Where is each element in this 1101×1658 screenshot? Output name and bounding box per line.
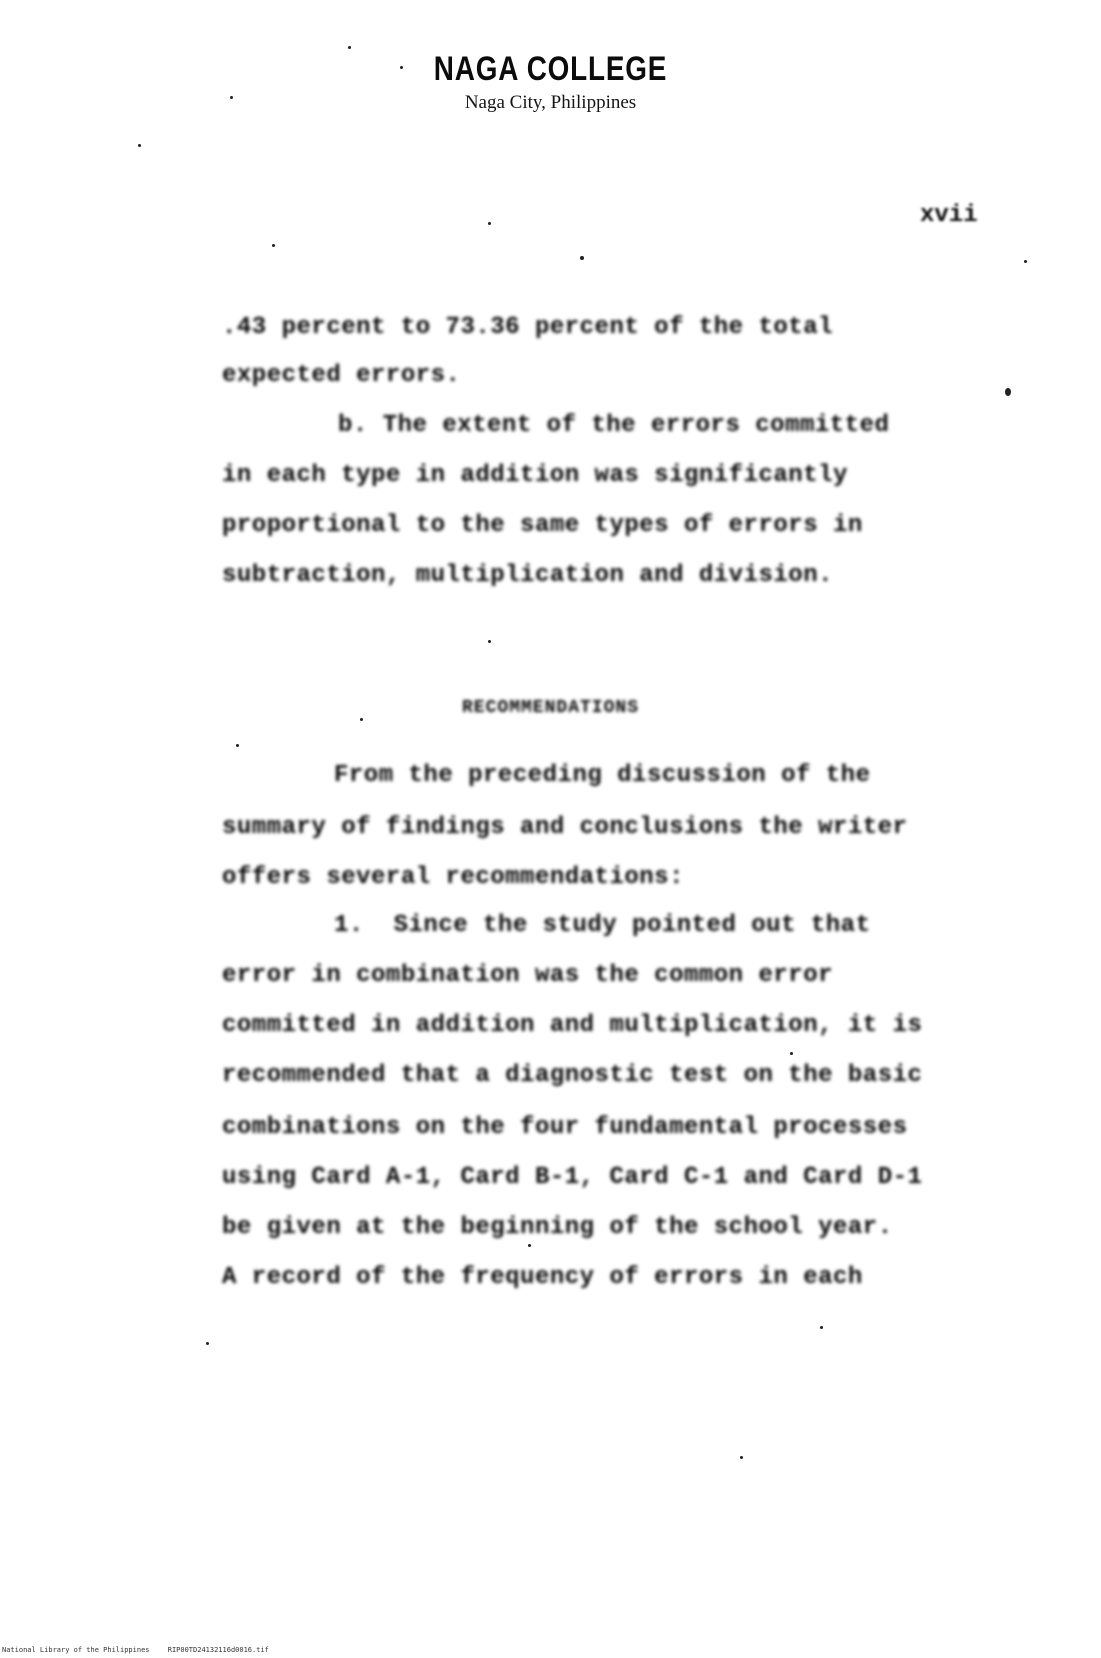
scan-speck <box>1005 388 1011 396</box>
scan-speck <box>790 1052 793 1055</box>
scan-speck <box>236 744 239 747</box>
text-line: in each type in addition was significantly <box>222 462 848 489</box>
scan-speck <box>488 640 491 643</box>
scan-footer <box>2 1646 283 1654</box>
text-line: b. The extent of the errors committed <box>338 412 890 439</box>
section-heading: RECOMMENDATIONS <box>461 698 640 718</box>
text-line: subtraction, multiplication and division. <box>222 562 833 589</box>
scan-speck <box>580 256 584 260</box>
scan-speck <box>138 144 141 147</box>
scan-speck <box>206 1342 209 1345</box>
text-line: expected errors. <box>222 362 461 389</box>
text-line: A record of the frequency of errors in each <box>222 1264 863 1291</box>
footer-file-id: RIP00TD24132116d0016.tif <box>167 1646 269 1654</box>
scan-speck <box>1024 260 1027 263</box>
scan-speck <box>528 1244 531 1247</box>
text-line: committed in addition and multiplication, it is <box>222 1012 923 1039</box>
scan-speck <box>740 1456 743 1459</box>
scan-speck <box>360 718 363 721</box>
scan-speck <box>488 222 491 225</box>
text-line: proportional to the same types of errors in <box>222 512 863 539</box>
footer-library: National Library of the Philippines <box>2 1646 150 1654</box>
institution-name: NAGA COLLEGE <box>433 50 668 88</box>
text-line: .43 percent to 73.36 percent of the total <box>222 314 833 341</box>
text-line: combinations on the four fundamental processes <box>222 1114 908 1141</box>
scan-speck <box>400 66 403 69</box>
scan-speck <box>272 244 275 247</box>
text-line: error in combination was the common error <box>222 962 833 989</box>
text-line: offers several recommendations: <box>222 864 684 891</box>
text-line: using Card A-1, Card B-1, Card C-1 and Card D-1 <box>222 1164 923 1191</box>
scan-speck <box>820 1326 823 1329</box>
institution-location: Naga City, Philippines <box>464 92 637 113</box>
text-line: summary of findings and conclusions the writer <box>222 814 908 841</box>
page-number: xvii <box>920 202 978 229</box>
scan-speck <box>230 96 233 99</box>
text-line: 1. Since the study pointed out that <box>334 912 871 939</box>
text-line: From the preceding discussion of the <box>334 762 871 789</box>
scan-speck <box>348 46 351 49</box>
text-line: be given at the beginning of the school year. <box>222 1214 893 1241</box>
text-line: recommended that a diagnostic test on the basic <box>222 1062 923 1089</box>
